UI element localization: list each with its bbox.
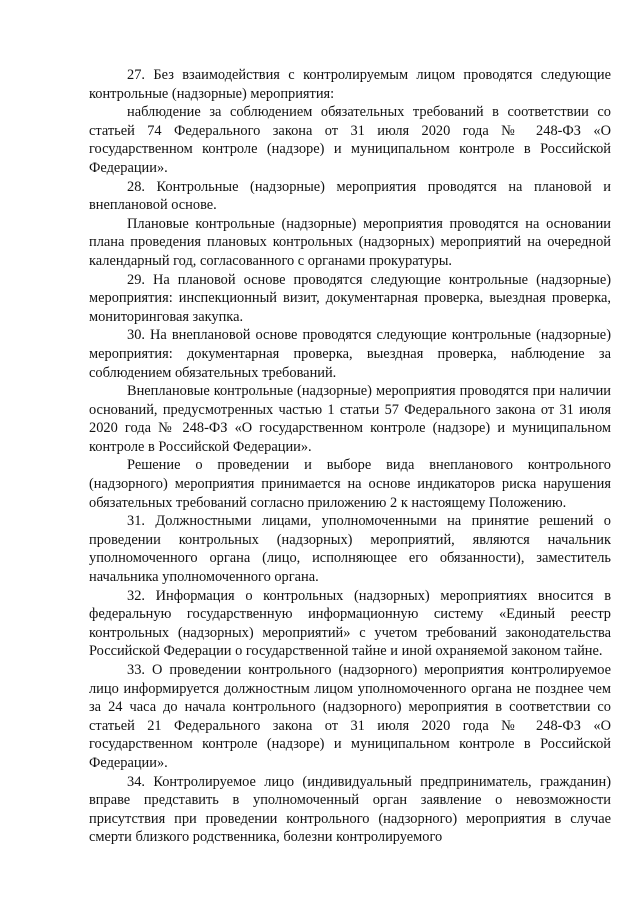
paragraph-33: 33. О проведении контрольного (надзорного) мероприятия контролируемое лицо информируется должностным лицом уполномоченного органа не позднее чем за 24 часа до начала контрольного (надзорного) мероприятия в соответствии со статьей 21 Федерального закона от 31 июля 2020 года № 248-ФЗ «О государственном контроле (надзоре) и муниципальном контроле в Российской Федерации». bbox=[89, 662, 611, 771]
document-body bbox=[89, 66, 611, 847]
paragraph-32: 32. Информация о контрольных (надзорных) мероприятиях вносится в федеральную государственную информационную систему «Единый реестр контрольных (надзорных) мероприятий» с учетом требований законодательства Российской Федерации о государственной тайне и иной охраняемой законом тайне. bbox=[89, 587, 611, 660]
paragraph-28-planned: Плановые контрольные (надзорные) мероприятия проводятся на основании плана проведения плановых контрольных (надзорных) мероприятий на очередной календарный год, согласованного с органами прокуратуры. bbox=[89, 215, 611, 269]
paragraph-31: 31. Должностными лицами, уполномоченными на принятие решений о проведении контрольных (надзорных) мероприятий, являются начальник уполномоченного органа (лицо, исполняющее его обязанности), заместитель начальника уполномоченного органа. bbox=[89, 513, 611, 586]
paragraph-30-decision: Решение о проведении и выборе вида внепланового контрольного (надзорного) мероприятия принимается на основе индикаторов риска нарушения обязательных требований согласно приложению 2 к настоящему Положению. bbox=[89, 457, 611, 511]
paragraph-30: 30. На внеплановой основе проводятся следующие контрольные (надзорные) мероприятия: документарная проверка, выездная проверка, наблюдение за соблюдением обязательных требований. bbox=[89, 327, 611, 381]
paragraph-29: 29. На плановой основе проводятся следующие контрольные (надзорные) мероприятия: инспекционный визит, документарная проверка, выездная проверка, мониторинговая закупка. bbox=[89, 271, 611, 325]
paragraph-27: 27. Без взаимодействия с контролируемым лицом проводятся следующие контрольные (надзорные) мероприятия: bbox=[89, 67, 611, 102]
paragraph-27-monitoring: наблюдение за соблюдением обязательных требований в соответствии со статьей 74 Федерального закона от 31 июля 2020 года № 248-ФЗ «О государственном контроле (надзоре) и муниципальном контроле в Российской Федерации». bbox=[89, 104, 611, 176]
paragraph-30-unplanned: Внеплановые контрольные (надзорные) мероприятия проводятся при наличии оснований, предусмотренных частью 1 статьи 57 Федерального закона от 31 июля 2020 года № 248-ФЗ «О государственном контроле (надзоре) и муниципальном контроле в Российской Федерации». bbox=[89, 383, 611, 455]
paragraph-34: 34. Контролируемое лицо (индивидуальный предприниматель, гражданин) вправе представить в уполномоченный орган заявление о невозможности присутствия при проведении контрольного (надзорного) мероприятия в случае смерти близкого родственника, болезни контролируемого bbox=[89, 773, 611, 846]
paragraph-28: 28. Контрольные (надзорные) мероприятия проводятся на плановой и внеплановой основе. bbox=[89, 178, 611, 214]
